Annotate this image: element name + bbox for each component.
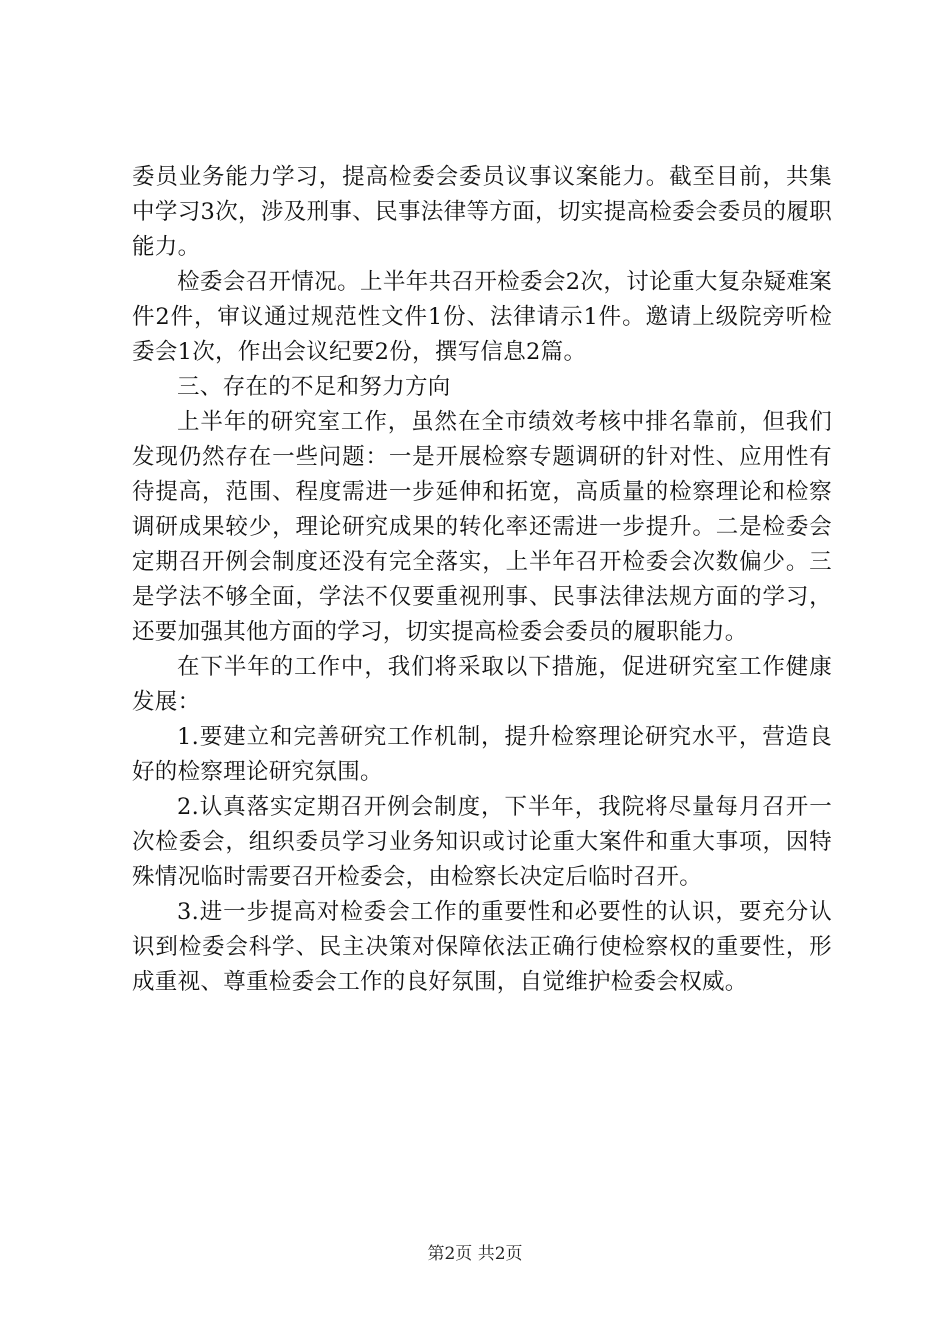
list-item-measure-1: 1.要建立和完善研究工作机制，提升检察理论研究水平，营造良好的检察理论研究氛围。: [132, 724, 832, 785]
paragraph-committee-study: 委员业务能力学习，提高检委会委员议事议案能力。截至目前，共集中学习3次，涉及刑事、民事法律等方面，切实提高检委会委员的履职能力。: [132, 164, 832, 260]
document-body: [132, 160, 832, 1000]
paragraph-measures-intro: 在下半年的工作中，我们将采取以下措施，促进研究室工作健康发展：: [132, 654, 832, 715]
page-number-footer: 第2页 共2页: [427, 1244, 523, 1264]
paragraph-committee-meetings: 检委会召开情况。上半年共召开检委会2次，讨论重大复杂疑难案件2件，审议通过规范性文件1份、法律请示1件。邀请上级院旁听检委会1次，作出会议纪要2份，撰写信息2篇。: [132, 269, 832, 365]
paragraph-problems: 上半年的研究室工作，虽然在全市绩效考核中排名靠前，但我们发现仍然存在一些问题：一是开展检察专题调研的针对性、应用性有待提高，范围、程度需进一步延伸和拓宽，高质量的检察理论和检察调研成果较少，理论研究成果的转化率还需进一步提升。二是检委会定期召开例会制度还没有完全落实，上半年召开检委会次数偏少。三是学法不够全面，学法不仅要重视刑事、民事法律法规方面的学习，还要加强其他方面的学习，切实提高检委会委员的履职能力。: [132, 409, 832, 645]
section-heading-shortcomings: 三、存在的不足和努力方向: [177, 374, 451, 400]
list-item-measure-2: 2.认真落实定期召开例会制度，下半年，我院将尽量每月召开一次检委会，组织委员学习业务知识或讨论重大案件和重大事项，因特殊情况临时需要召开检委会，由检察长决定后临时召开。: [132, 794, 832, 890]
list-item-measure-3: 3.进一步提高对检委会工作的重要性和必要性的认识，要充分认识到检委会科学、民主决策对保障依法正确行使检察权的重要性，形成重视、尊重检委会工作的良好氛围，自觉维护检委会权威。: [132, 899, 832, 995]
